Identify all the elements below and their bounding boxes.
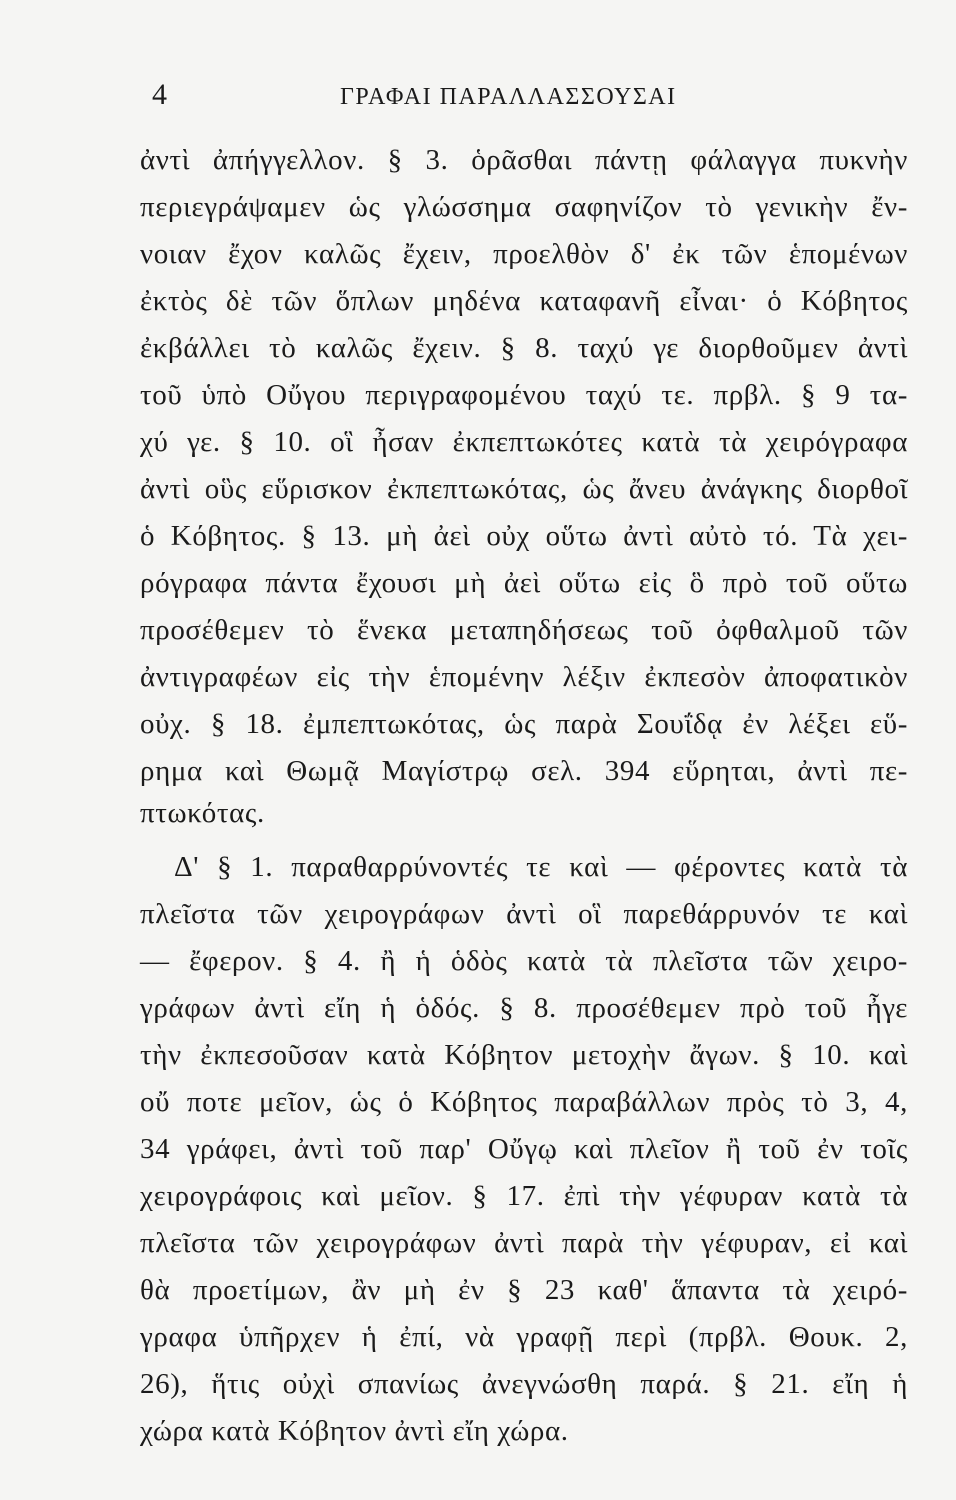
text-line: οὐχ. § 18. ἐμπεπτωκότας, ὡς παρὰ Σουΐδᾳ ἐν λέξει εὕ- (140, 708, 908, 740)
text-line: ἐκβάλλει τὸ καλῶς ἔχειν. § 8. ταχύ γε διορθοῦμεν ἀντὶ (140, 332, 908, 364)
text-line: ὁ Κόβητος. § 13. μὴ ἀεὶ οὐχ οὕτω ἀντὶ αὐτὸ τό. Τὰ χει- (140, 520, 908, 552)
text-line: — ἔφερον. § 4. ἢ ἡ ὁδὸς κατὰ τὰ πλεῖστα τῶν χειρο- (140, 945, 908, 977)
text-line: ἀντιγραφέων εἰς τὴν ἑπομένην λέξιν ἐκπεσὸν ἀποφατικὸν (140, 661, 908, 693)
text-line: οὔ ποτε μεῖον, ὡς ὁ Κόβητος παραβάλλων πρὸς τὸ 3, 4, (140, 1086, 908, 1118)
text-line: 34 γράφει, ἀντὶ τοῦ παρ' Οὔγῳ καὶ πλεῖον ἢ τοῦ ἐν τοῖς (140, 1133, 908, 1165)
text-line: γραφα ὑπῆρχεν ἡ ἐπί, νὰ γραφῇ περὶ (πρβλ. Θουκ. 2, (140, 1321, 908, 1353)
text-line: χύ γε. § 10. οἳ ἦσαν ἐκπεπτωκότες κατὰ τὰ χειρόγραφα (140, 426, 908, 458)
text-line: πλεῖστα τῶν χειρογράφων ἀντὶ οἳ παρεθάρρυνόν τε καὶ (140, 898, 908, 930)
paragraph-start-line: Δ' § 1. παραθαρρύνοντές τε καὶ — φέροντες κατὰ τὰ (174, 851, 908, 883)
text-line: περιεγράψαμεν ὡς γλώσσημα σαφηνίζον τὸ γενικὴν ἔν- (140, 191, 908, 223)
text-line: τοῦ ὑπὸ Οὔγου περιγραφομένου ταχύ τε. πρβλ. § 9 τα- (140, 379, 908, 411)
text-line: τὴν ἐκπεσοῦσαν κατὰ Κόβητον μετοχὴν ἄγων. § 10. καὶ (140, 1039, 908, 1071)
text-line: γράφων ἀντὶ εἴη ἡ ὁδός. § 8. προσέθεμεν πρὸ τοῦ ἦγε (140, 992, 908, 1024)
running-title: ΓΡΑΦΑΙ ΠΑΡΑΛΛΑΣΣΟΥΣΑΙ (340, 84, 677, 110)
text-line: ἀντὶ ἀπήγγελλον. § 3. ὁρᾶσθαι πάντῃ φάλαγγα πυκνὴν (140, 144, 908, 176)
text-line: ρημα καὶ Θωμᾷ Μαγίστρῳ σελ. 394 εὕρηται, ἀντὶ πε- (140, 755, 908, 787)
text-line: χειρογράφοις καὶ μεῖον. § 17. ἐπὶ τὴν γέφυραν κατὰ τὰ (140, 1180, 908, 1212)
text-line: νοιαν ἔχον καλῶς ἔχειν, προελθὸν δ' ἐκ τῶν ἑπομένων (140, 238, 908, 270)
page-number: 4 (152, 78, 167, 111)
text-line: ἀντὶ οὓς εὕρισκον ἐκπεπτωκότας, ὡς ἄνευ ἀνάγκης διορθοῖ (140, 473, 908, 505)
text-line: χώρα κατὰ Κόβητον ἀντὶ εἴη χώρα. (140, 1415, 569, 1447)
text-line: ρόγραφα πάντα ἔχουσι μὴ ἀεὶ οὕτω εἰς ὃ πρὸ τοῦ οὕτω (140, 567, 908, 599)
text-line: 26), ἥτις οὐχὶ σπανίως ἀνεγνώσθη παρά. § 21. εἴη ἡ (140, 1368, 908, 1400)
text-line: προσέθεμεν τὸ ἕνεκα μεταπηδήσεως τοῦ ὀφθαλμοῦ τῶν (140, 614, 908, 646)
text-line: θὰ προετίμων, ἂν μὴ ἐν § 23 καθ' ἅπαντα τὰ χειρό- (140, 1274, 908, 1306)
text-line: πλεῖστα τῶν χειρογράφων ἀντὶ παρὰ τὴν γέφυραν, εἰ καὶ (140, 1227, 908, 1259)
text-line: ἐκτὸς δὲ τῶν ὅπλων μηδένα καταφανῆ εἶναι· ὁ Κόβητος (140, 285, 908, 317)
text-line: πτωκότας. (140, 797, 265, 829)
page-header (140, 78, 870, 118)
